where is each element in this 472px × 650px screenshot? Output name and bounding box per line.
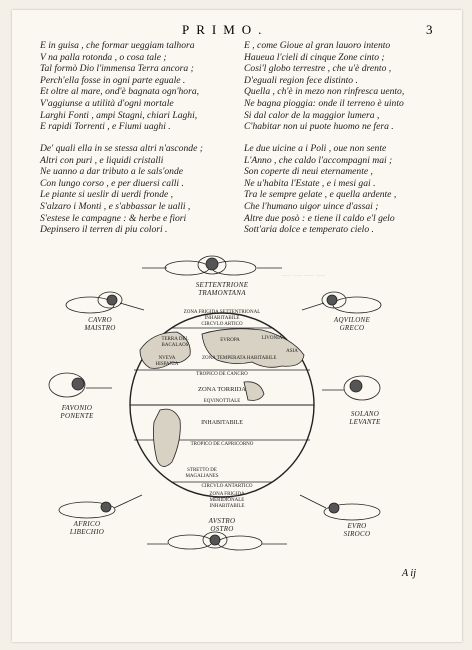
cloud-southwest xyxy=(59,495,142,518)
verse-line: Son coperte di neui eternamente , xyxy=(244,166,373,178)
cloud-west xyxy=(49,373,112,397)
wind-label-north xyxy=(182,281,262,297)
continent-south-america xyxy=(153,409,180,466)
tropic-capricorn-label: TROPICO DE CAPRICORNO xyxy=(190,442,254,447)
wind-label-northeast xyxy=(317,316,387,332)
wind-name-latin: CAVRO xyxy=(88,316,112,324)
verse-line: C'habitar non ui puote huomo ne fera . xyxy=(244,121,394,133)
wind-name-italian: SIROCO xyxy=(343,530,371,538)
tropic-cancer-label: TROPICO DE CANCRO xyxy=(196,372,248,377)
wind-label-southwest xyxy=(52,520,122,536)
verse-line: S'estese le campagne : & herbe e fiori xyxy=(40,212,187,224)
verse-line: Altri con puri , e liquidi cristalli xyxy=(40,154,164,166)
wind-label-west xyxy=(42,404,112,420)
cloud-south xyxy=(147,532,287,550)
verse-line: L'Anno , che caldo l'accompagni mai ; xyxy=(244,154,393,166)
zone-frigid-south: ZONA FRIGIDA MERIDIONALE INHABITABILE xyxy=(209,492,245,509)
verse-line: De' quali ella in se stessa altri n'asconde ; xyxy=(40,143,203,154)
wind-name-latin: AFRICO xyxy=(73,520,101,528)
verse-line: Ne u'habita l'Estate , e i mesi gai . xyxy=(244,177,376,189)
verse-line: Ne bagna pioggia: onde il terreno è uinto xyxy=(244,97,404,109)
cloud-east xyxy=(322,376,380,400)
wind-name-italian: OSTRO xyxy=(210,525,234,533)
verse-line: V'aggiunse a utilità d'ogni mortale xyxy=(40,97,174,109)
verse-line: E , come Gioue al gran lauoro intento xyxy=(244,40,391,51)
verse-line: Tra le sempre gelate , e quella ardente , xyxy=(244,189,397,201)
wind-label-south xyxy=(187,517,257,533)
terra-bacalaos-label: TERRA DEL BACALAOS xyxy=(161,337,189,348)
verse-line: Le due uicine a i Poli , oue non sente xyxy=(244,143,387,154)
verse-line: S'alzaro i Monti , e s'abbassar le ualli , xyxy=(40,200,191,212)
verse-line: Quella , ch'è in mezo non rinfresca uento, xyxy=(244,86,405,98)
wind-label-east xyxy=(330,410,400,426)
wind-name-italian: PONENTE xyxy=(60,412,94,420)
verse-line: Sott'aria dolce e temperato cielo . xyxy=(244,224,374,236)
book-page xyxy=(12,10,462,642)
cloud-southeast xyxy=(300,495,380,520)
strait-magellan-label: STRETTO DE MAGALIANES xyxy=(185,468,219,479)
bleed-through: — — — — xyxy=(282,270,326,281)
verse-line: Altre due posò : e tiene il caldo e'l gelo xyxy=(244,212,395,224)
wind-name-latin: AQVILONE xyxy=(333,316,371,324)
cloud-northwest xyxy=(66,292,144,313)
header-title: PRIMO. xyxy=(182,22,269,37)
verse-line: Perch'ella fosse in ogni parte eguale . xyxy=(40,74,186,86)
zone-temperate-label: ZONA TEMPERATA HABITABILE xyxy=(202,356,277,361)
verse-line: Le piante si ueslir di uerdi fronde , xyxy=(40,189,174,201)
verse-line: E rapidi Torrenti , e Fiumi uaghi . xyxy=(40,121,171,133)
wind-name-latin: SETTENTRIONE xyxy=(195,281,249,289)
verse-line: Et oltre al mare, ond'è bagnata ogn'hora, xyxy=(40,86,200,98)
zone-frigid-north: ZONA FRIGIDA SETTENTRIONAL INHABITABILE xyxy=(183,310,261,321)
wind-name-italian: LEVANTE xyxy=(349,418,381,426)
verse-line: Haueua l'cieli di cinque Zone cinto ; xyxy=(244,51,385,63)
wind-name-latin: AVSTRO xyxy=(208,517,236,525)
verse-line: E in guisa , che formar ueggiam talhora xyxy=(40,40,195,51)
wind-name-italian: TRAMONTANA xyxy=(198,289,246,297)
wind-name-latin: SOLANO xyxy=(350,410,380,418)
asia-label: ASIA xyxy=(286,349,298,354)
europa-label: EVROPA xyxy=(220,338,240,343)
verse-line: Tal formò Dio l'immensa Terra ancora ; xyxy=(40,63,194,75)
wind-name-latin: FAVONIO xyxy=(61,404,93,412)
page-number: 3 xyxy=(426,22,433,37)
verse-line: Depinsero il terren di piu colori . xyxy=(40,224,168,236)
wind-name-latin: EVRO xyxy=(347,522,367,530)
wind-name-italian: GRECO xyxy=(339,324,365,332)
livonia-label: LIVONIA xyxy=(261,336,283,341)
nuova-hispania-label: NVEVA HISPANIA xyxy=(155,356,179,367)
verse-line: Si dal calor de la maggior lumera , xyxy=(244,109,380,121)
circle-arctic-label: CIRCVLO ARTICO xyxy=(201,322,243,327)
zone-torrid-label: ZONA TORRIDA xyxy=(198,386,246,393)
wind-name-italian: MAISTRO xyxy=(84,324,116,332)
circle-antarctic-label: CIRCVLO ANTARTICO xyxy=(201,484,253,489)
wind-label-northwest xyxy=(70,316,130,332)
signature-mark: A ij xyxy=(402,568,416,579)
verse-line: V na palla rotonda , o cosa tale ; xyxy=(40,51,167,63)
verse-line: Ne uanno a dar tributo a le sals'onde xyxy=(40,166,184,178)
equator-label: EQVINOTTIALE xyxy=(203,399,241,404)
cloud-northeast xyxy=(302,292,381,313)
verse-line: Con lungo corso , e per diuersi calli . xyxy=(40,177,184,189)
cloud-north xyxy=(142,256,282,275)
wind-name-italian: LIBECHIO xyxy=(69,528,105,536)
verse-line: Che l'humano uigor uince d'assai ; xyxy=(244,200,379,212)
inhabitable-label: INHABITABILE xyxy=(201,420,243,426)
verse-line: D'eguali region fece distinto . xyxy=(244,74,358,86)
wind-label-southeast xyxy=(322,522,392,538)
verse-line: Larghi Fonti , ampi Stagni, chiari Laghi, xyxy=(40,109,198,121)
verse-line: Cosi'l globo terrestre , che u'è drento , xyxy=(244,63,392,75)
